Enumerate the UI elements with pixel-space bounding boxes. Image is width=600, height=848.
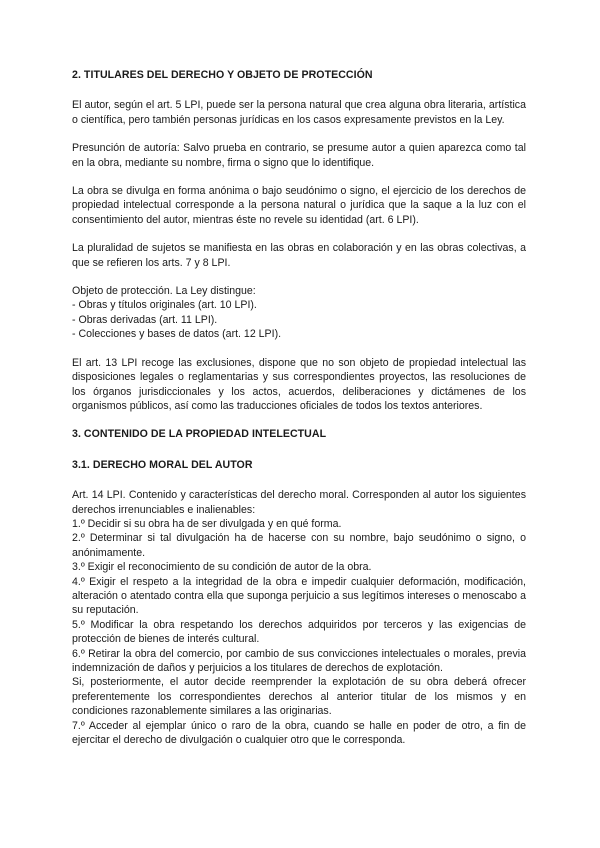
section-3-heading: 3. CONTENIDO DE LA PROPIEDAD INTELECTUAL	[72, 428, 327, 441]
paragraph-obra-anonima: La obra se divulga en forma anónima o bajo seudónimo o signo, el ejercicio de los derechos de propiedad intelectual corresponde a la persona natural o jurídica que la saque a la luz con el consentimiento del autor, mientras éste no revele su identidad (art. 6 LPI).	[72, 185, 526, 226]
objeto-intro: Objeto de protección. La Ley distingue:	[72, 285, 256, 298]
section-2-heading: 2. TITULARES DEL DERECHO Y OBJETO DE PROTECCIÓN	[72, 69, 373, 81]
list-item: 6.º Retirar la obra del comercio, por cambio de sus convicciones intelectuales o morales, previa indemnización de daños y perjuicios a los titulares de derechos de explotación.	[72, 647, 526, 674]
paragraph-pluralidad: La pluralidad de sujetos se manifiesta en las obras en colaboración y en las obras colectivas, a que se refieren los arts. 7 y 8 LPI.	[72, 242, 526, 269]
paragraph-presuncion: Presunción de autoría: Salvo prueba en contrario, se presume autor a quien aparezca como tal en la obra, mediante su nombre, firma o signo que lo identifique.	[72, 142, 526, 169]
list-item: 1.º Decidir si su obra ha de ser divulgada y en qué forma.	[72, 517, 342, 530]
list-item: - Obras y títulos originales (art. 10 LPI).	[72, 299, 257, 312]
objeto-list	[72, 284, 526, 342]
document-body	[72, 68, 526, 747]
list-item: - Obras derivadas (art. 11 LPI).	[72, 313, 218, 326]
list-item: 3.º Exigir el reconocimiento de su condición de autor de la obra.	[72, 561, 372, 574]
list-item: Si, posteriormente, el autor decide reemprender la explotación de su obra deberá ofrecer preferentemente los correspondientes derechos al anterior titular de los mismos y en condiciones razonablemente similares a las originarias.	[72, 676, 526, 718]
art-14-intro: Art. 14 LPI. Contenido y características del derecho moral. Corresponden al autor los siguientes derechos irrenunciables e inalienables:	[72, 489, 526, 516]
paragraph-autor: El autor, según el art. 5 LPI, puede ser la persona natural que crea alguna obra literaria, artística o científica, pero también personas jurídicas en los casos expresamente previstos en la Ley.	[72, 99, 526, 126]
list-item: 4.º Exigir el respeto a la integridad de la obra e impedir cualquier deformación, modificación, alteración o atentado contra ella que suponga perjuicio a sus legítimos intereses o menoscabo a su reputación.	[72, 575, 526, 617]
derecho-moral-list	[72, 488, 526, 747]
list-item: 7.º Acceder al ejemplar único o raro de la obra, cuando se halle en poder de otro, a fin de ejercitar el derecho de divulgación o cualquier otro que le corresponda.	[72, 719, 526, 747]
list-item: 5.º Modificar la obra respetando los derechos adquiridos por terceros y las exigencias de protección de bienes de interés cultural.	[72, 618, 526, 646]
list-item: - Colecciones y bases de datos (art. 12 LPI).	[72, 328, 282, 341]
section-3-1-heading: 3.1. DERECHO MORAL DEL AUTOR	[72, 458, 253, 471]
paragraph-exclusiones: El art. 13 LPI recoge las exclusiones, dispone que no son objeto de propiedad intelectual las disposiciones legales o reglamentarias y sus correspondientes proyectos, las resoluciones de los órganos jurisdiccionales y los actos, acuerdos, deliberaciones y dictámenes de los organismos públicos, así como las traducciones oficiales de todos los textos anteriores.	[72, 356, 526, 412]
list-item: 2.º Determinar si tal divulgación ha de hacerse con su nombre, bajo seudónimo o signo, o anónimamente.	[72, 532, 526, 559]
